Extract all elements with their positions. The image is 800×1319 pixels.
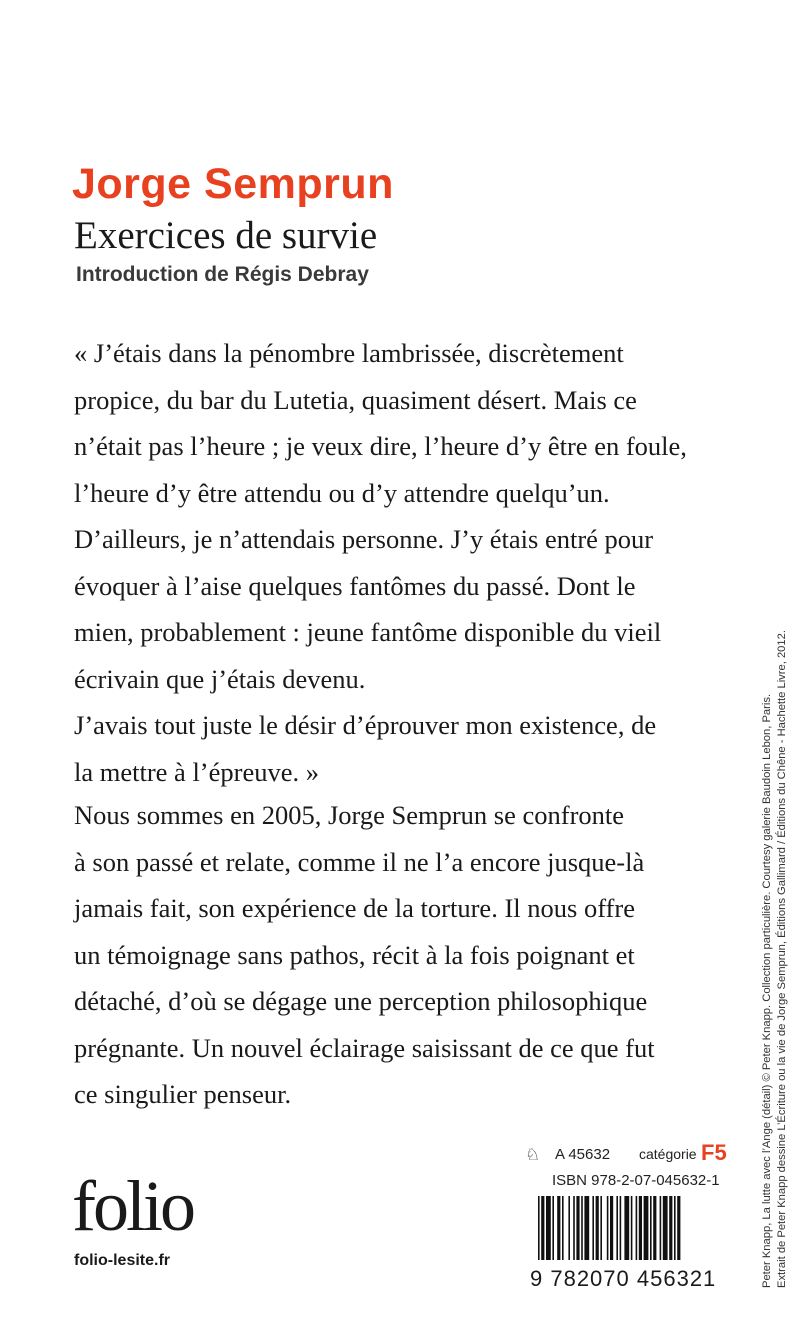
description-line: à son passé et relate, comme il ne l’a encore jusque-là <box>74 846 645 877</box>
catalog-code-row <box>525 1140 727 1167</box>
description-line: prégnante. Un nouvel éclairage saisissant de ce que fut <box>74 1032 655 1063</box>
excerpt-quote <box>74 330 734 795</box>
quote-line: l’heure d’y être attendu ou d’y attendre quelqu’un. <box>74 477 610 508</box>
description-line: Nous sommes en 2005, Jorge Semprun se confronte <box>74 800 625 830</box>
quote-line: J’avais tout juste le désir d’éprouver mon existence, de <box>74 710 657 740</box>
book-description <box>74 792 734 1118</box>
description-line: un témoignage sans pathos, récit à la fois poignant et <box>74 939 635 970</box>
quote-line: évoquer à l’aise quelques fantômes du passé. Dont le <box>74 570 636 601</box>
introduction-credit: Introduction de Régis Debray <box>76 263 369 286</box>
gallimard-icon: ♘ <box>525 1145 541 1164</box>
quote-line: « J’étais dans la pénombre lambrissée, discrètement <box>74 338 624 368</box>
folio-logo: folio <box>72 1166 193 1246</box>
description-line: jamais fait, son expérience de la torture. Il nous offre <box>74 893 635 923</box>
image-credits <box>760 630 789 1288</box>
category-value: F5 <box>701 1140 727 1165</box>
credit-line: Peter Knapp, La lutte avec l’Ange (détail) © Peter Knapp. Collection particulière. Courtesy galerie Baudoin Lebon, Paris. <box>761 693 773 1288</box>
quote-line: propice, du bar du Lutetia, quasiment désert. Mais ce <box>74 384 637 415</box>
quote-line: mien, probablement : jeune fantôme disponible du vieil <box>74 617 662 647</box>
quote-line: D’ailleurs, je n’attendais personne. J’y étais entré pour <box>74 524 654 554</box>
description-line: détaché, d’où se dégage une perception philosophique <box>74 986 648 1016</box>
quote-line: la mettre à l’épreuve. » <box>74 756 319 787</box>
author-name: Jorge Semprun <box>72 160 394 208</box>
publisher-website: folio-lesite.fr <box>74 1252 171 1269</box>
credit-line: Extrait de Peter Knapp dessine L’Écriture ou la vie de Jorge Semprun, Éditions Gallimard / Éditions du Chêne - Hachette Livre, 2012. <box>775 630 788 1288</box>
book-title: Exercices de survie <box>74 214 378 257</box>
catalog-code: A 45632 <box>555 1146 611 1163</box>
quote-line: n’était pas l’heure ; je veux dire, l’heure d’y être en foule, <box>74 431 687 461</box>
quote-line: écrivain que j’étais devenu. <box>74 663 366 694</box>
isbn: ISBN 978-2-07-045632-1 <box>552 1172 720 1189</box>
category-label: catégorie <box>639 1146 697 1162</box>
barcode-icon <box>530 1196 730 1270</box>
barcode-number: 9 782070 456321 <box>530 1266 717 1291</box>
description-line: ce singulier penseur. <box>74 1079 292 1109</box>
